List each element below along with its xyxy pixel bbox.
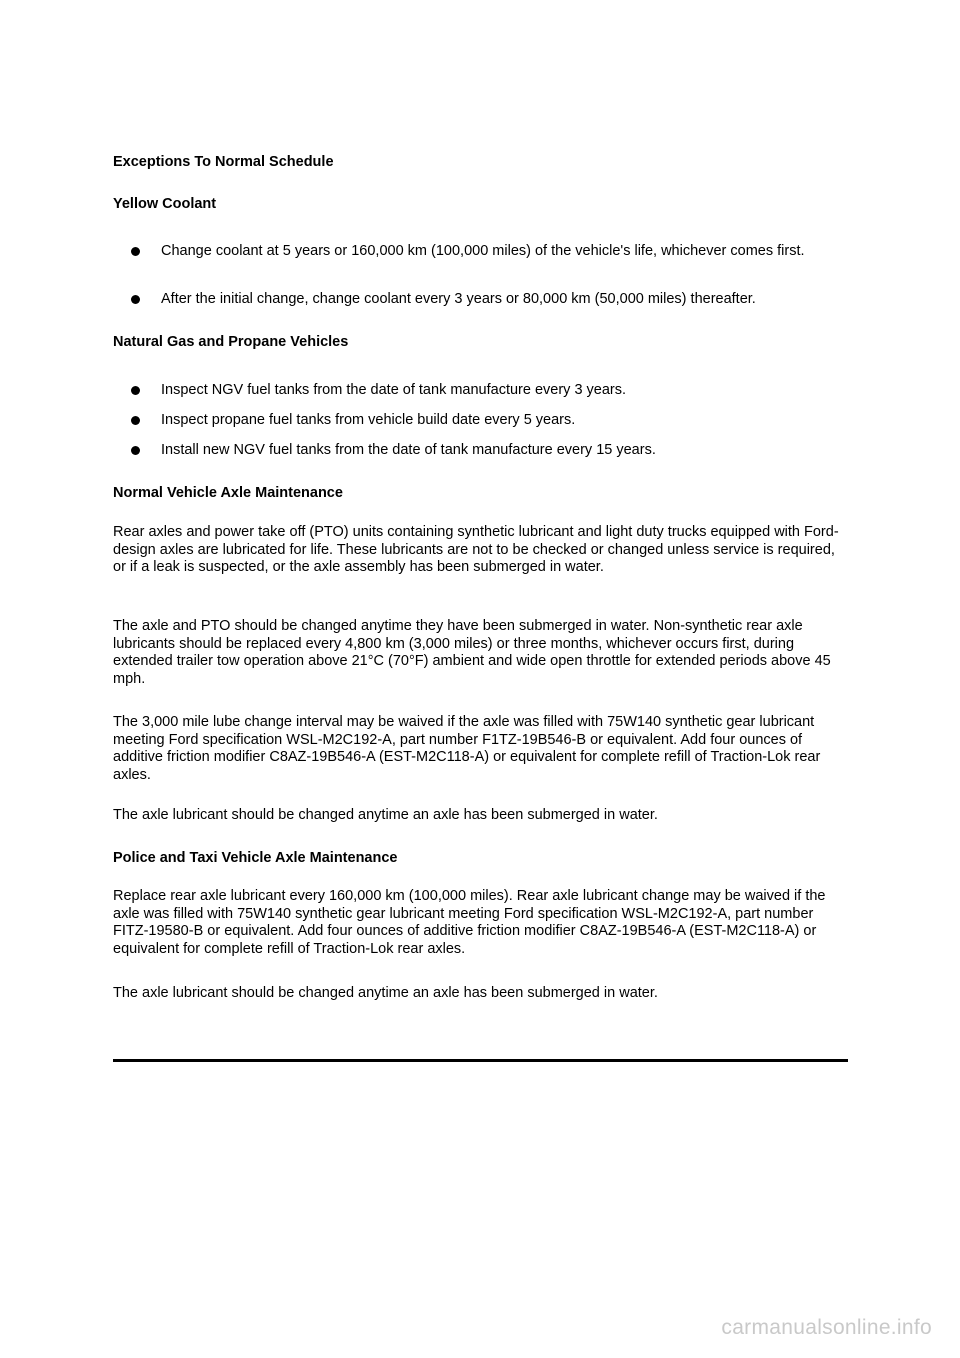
list-item-text: Change coolant at 5 years or 160,000 km (100,000 miles) of the vehicle's life, whichever comes first. [161,243,805,259]
list-item [131,410,843,431]
exceptions-heading: Exceptions To Normal Schedule [113,154,334,170]
paragraph: The axle lubricant should be changed anytime an axle has been submerged in water. [113,985,658,1001]
list-item-text: Inspect propane fuel tanks from vehicle build date every 5 years. [161,412,576,428]
list-item-text: Inspect NGV fuel tanks from the date of tank manufacture every 3 years. [161,382,627,398]
paragraph: Replace rear axle lubricant every 160,000 km (100,000 miles). Rear axle lubricant change may be waived if the axle was filled with 75W140 synthetic gear lubricant meeting Ford specification WSL-M2C192-A, part number FITZ-19580-B or equivalent. Add four ounces of additive friction modifier C8AZ-19B546-A (EST-M2C118-A) or equivalent for complete refill of Traction-Lok rear axles. [113,888,826,957]
paragraph: The axle and PTO should be changed anytime they have been submerged in water. Non-synthetic rear axle lubricants should be replaced every 4,800 km (3,000 miles) or three months, whichever occurs first, during extended trailer tow operation above 21°C (70°F) ambient and wide open throttle for extended periods above 45 mph. [113,618,831,687]
normal-axle-heading: Normal Vehicle Axle Maintenance [113,485,343,501]
natural-gas-heading: Natural Gas and Propane Vehicles [113,334,349,350]
list-item-text: After the initial change, change coolant every 3 years or 80,000 km (50,000 miles) thereafter. [161,291,756,307]
list-item [131,241,843,262]
yellow-coolant-heading: Yellow Coolant [113,196,217,212]
paragraph: The axle lubricant should be changed anytime an axle has been submerged in water. [113,807,658,823]
footer-divider [113,1059,848,1062]
bullet-icon [131,446,140,455]
list-item [131,380,843,401]
bullet-icon [131,295,140,304]
paragraph: The 3,000 mile lube change interval may be waived if the axle was filled with 75W140 synthetic gear lubricant meeting Ford specification WSL-M2C192-A, part number F1TZ-19B546-B or equivalent. Add four ounces of additive friction modifier C8AZ-19B546-A (EST-M2C118-A) or equivalent for complete refill of Traction-Lok rear axles. [113,714,821,783]
list-item [131,289,843,310]
bullet-icon [131,416,140,425]
bullet-icon [131,386,140,395]
police-axle-heading: Police and Taxi Vehicle Axle Maintenance [113,850,398,866]
paragraph: Rear axles and power take off (PTO) units containing synthetic lubricant and light duty trucks equipped with Ford-design axles are lubricated for life. These lubricants are not to be checked or changed unless service is required, or if a leak is suspected, or the axle assembly has been submerged in water. [113,524,839,575]
list-item-text: Install new NGV fuel tanks from the date of tank manufacture every 15 years. [161,442,656,458]
bullet-icon [131,247,140,256]
watermark: carmanualsonline.info [721,1316,932,1339]
list-item [131,440,843,461]
